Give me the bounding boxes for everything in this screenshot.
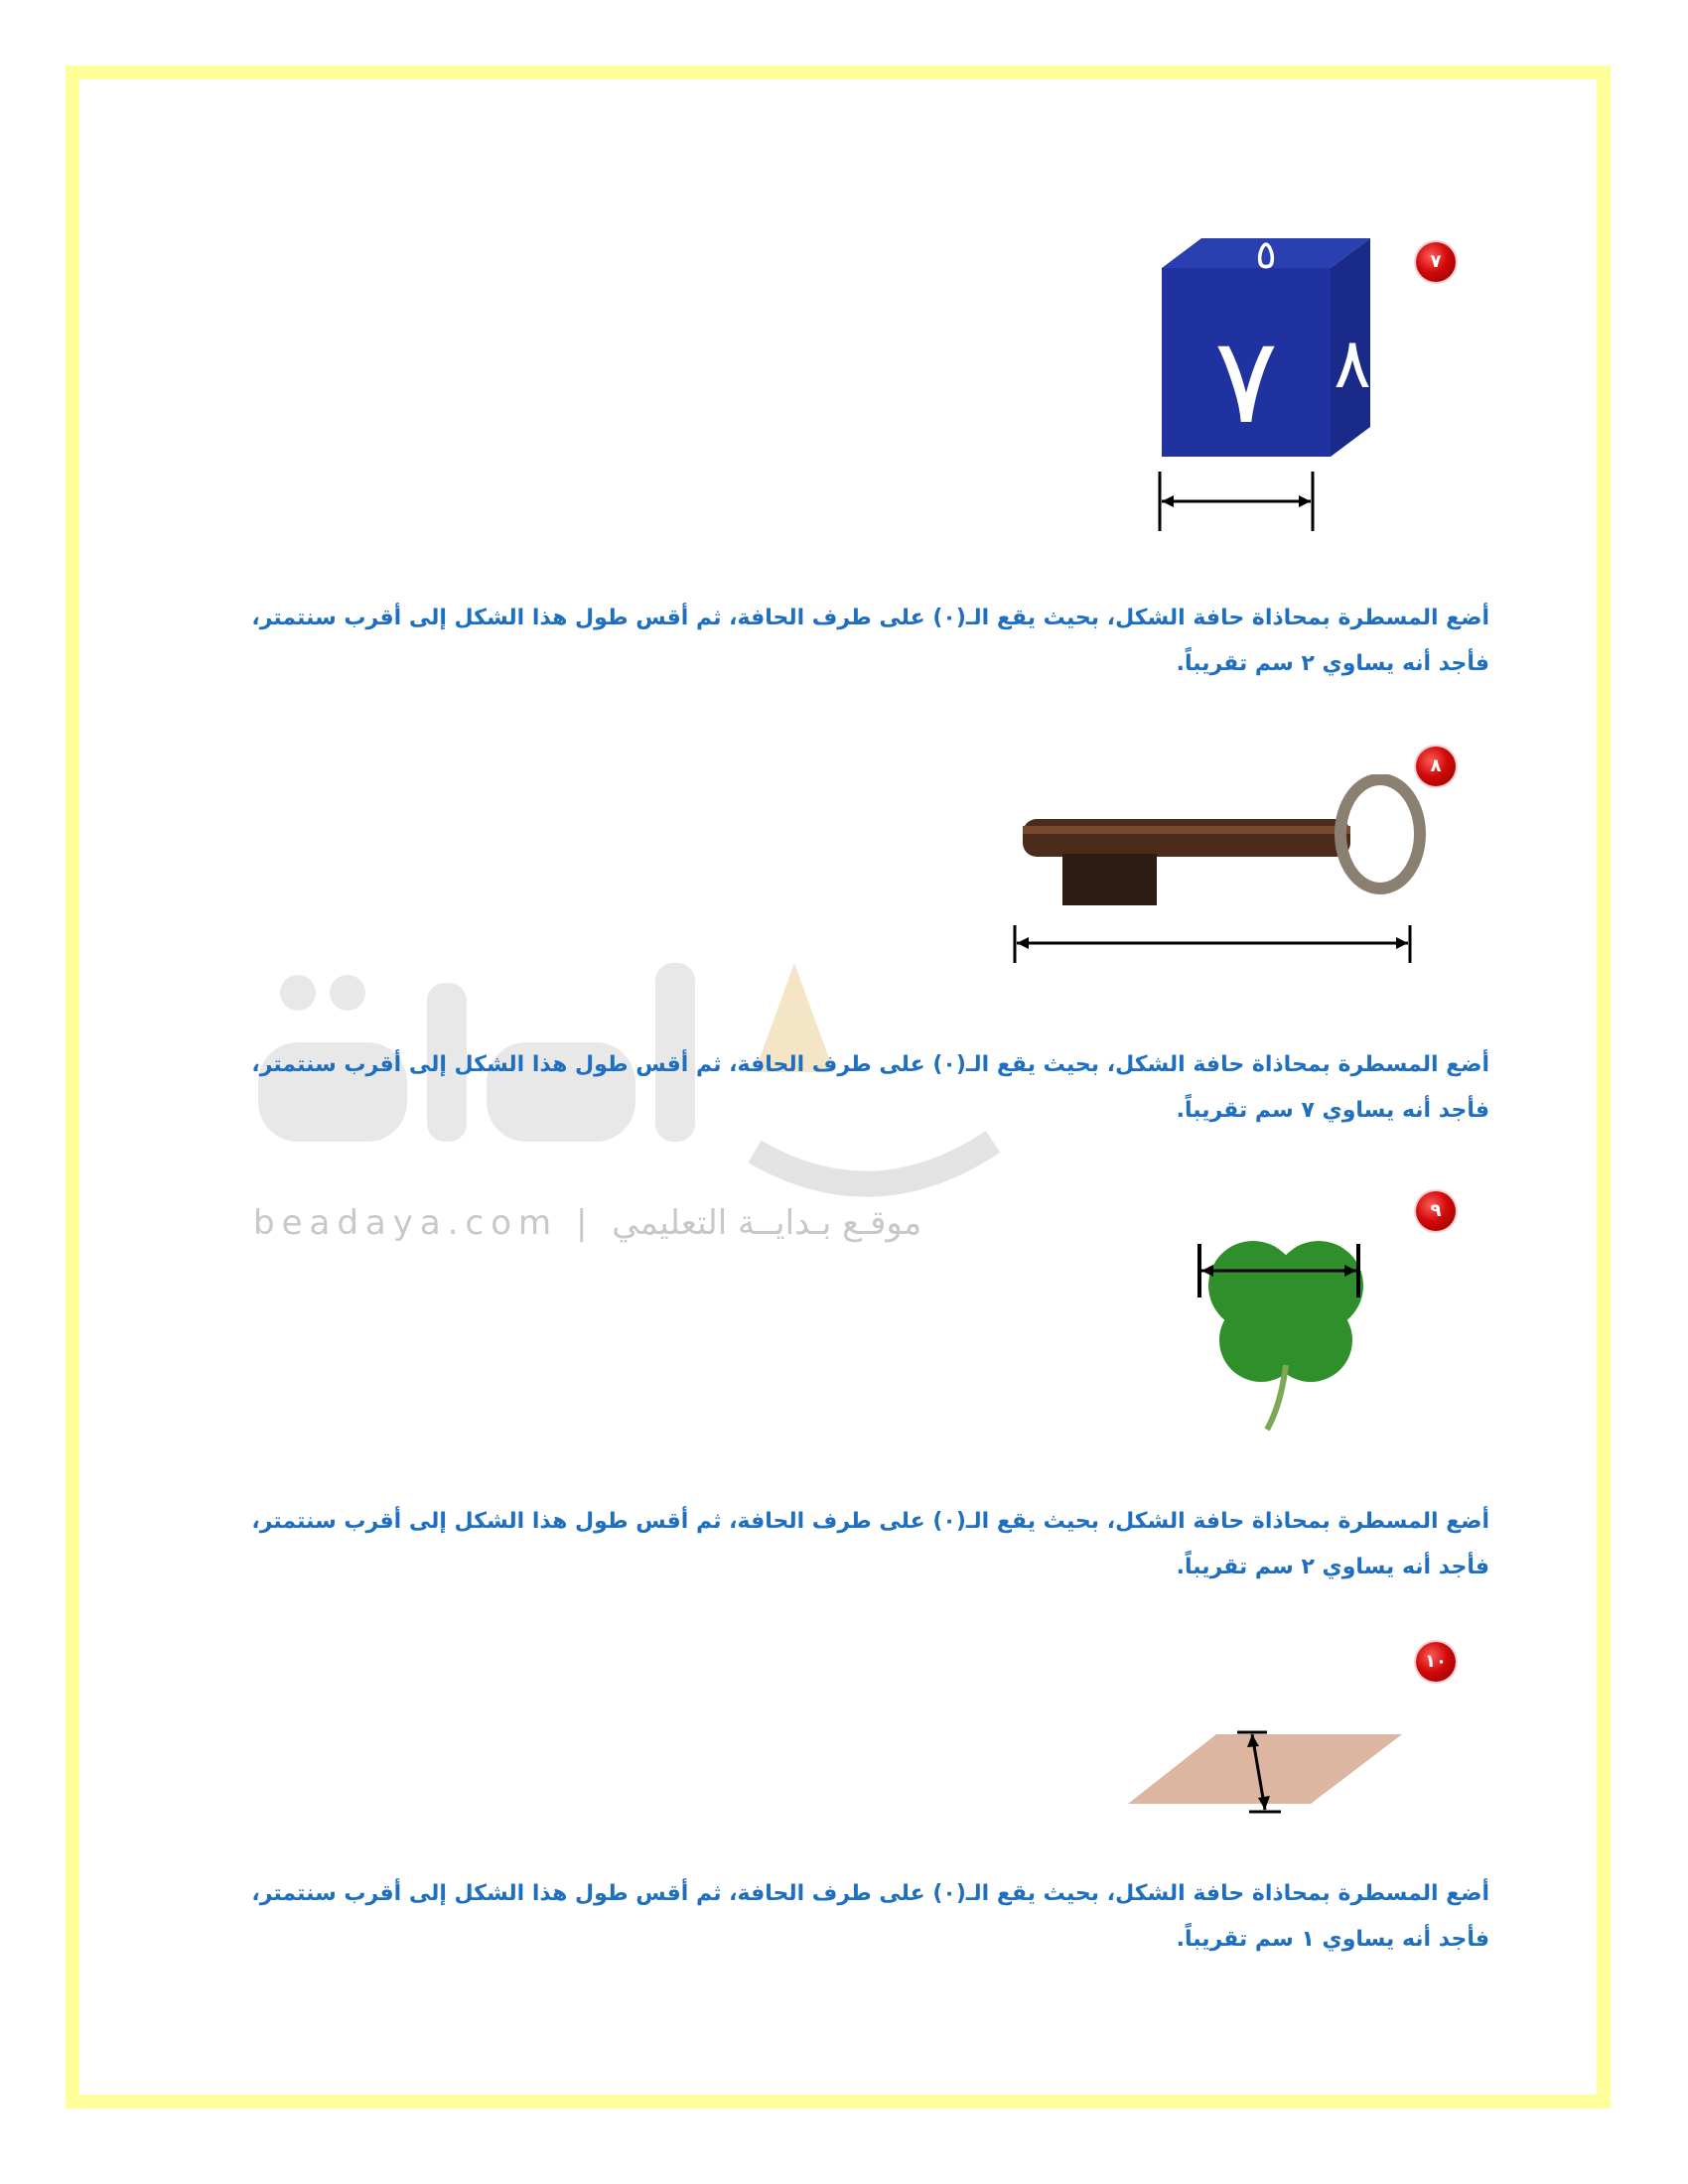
clover-leaf-figure <box>1192 1216 1380 1434</box>
parallelogram-figure <box>1122 1722 1410 1822</box>
item-number-badge: ٧ <box>1416 242 1456 282</box>
watermark-text: beadaya.com | موقـع بـدايــة التعليمي <box>253 1203 922 1243</box>
instruction-text: أضع المسطرة بمحاذاة حافة الشكل، بحيث يقع الـ(٠) على طرف الحافة، ثم أقس طول هذا الشكل إلى أقرب سنتمتر، فأجد أنه يساوي ٢ سم تقريباً. <box>251 606 1489 676</box>
item-number-badge: ٨ <box>1416 747 1456 786</box>
item-number-badge: ٩ <box>1416 1191 1456 1231</box>
cube-side-digit: ٨ <box>1334 323 1371 404</box>
key-figure <box>1003 774 1430 973</box>
instruction-text: أضع المسطرة بمحاذاة حافة الشكل، بحيث يقع الـ(٠) على طرف الحافة، ثم أقس طول هذا الشكل إلى أقرب سنتمتر، فأجد أنه يساوي ٧ سم تقريباً. <box>251 1052 1489 1123</box>
instruction-text: أضع المسطرة بمحاذاة حافة الشكل، بحيث يقع الـ(٠) على طرف الحافة، ثم أقس طول هذا الشكل إلى أقرب سنتمتر، فأجد أنه يساوي ١ سم تقريباً. <box>251 1881 1489 1952</box>
item-number-badge: ١٠ <box>1416 1642 1456 1682</box>
number-cube-figure <box>1142 238 1390 536</box>
cube-front-digit: ٧ <box>1213 313 1279 451</box>
cube-top-digit: ٥ <box>1255 238 1277 278</box>
instruction-text: أضع المسطرة بمحاذاة حافة الشكل، بحيث يقع الـ(٠) على طرف الحافة، ثم أقس طول هذا الشكل إلى أقرب سنتمتر، فأجد أنه يساوي ٢ سم تقريباً. <box>251 1509 1489 1579</box>
